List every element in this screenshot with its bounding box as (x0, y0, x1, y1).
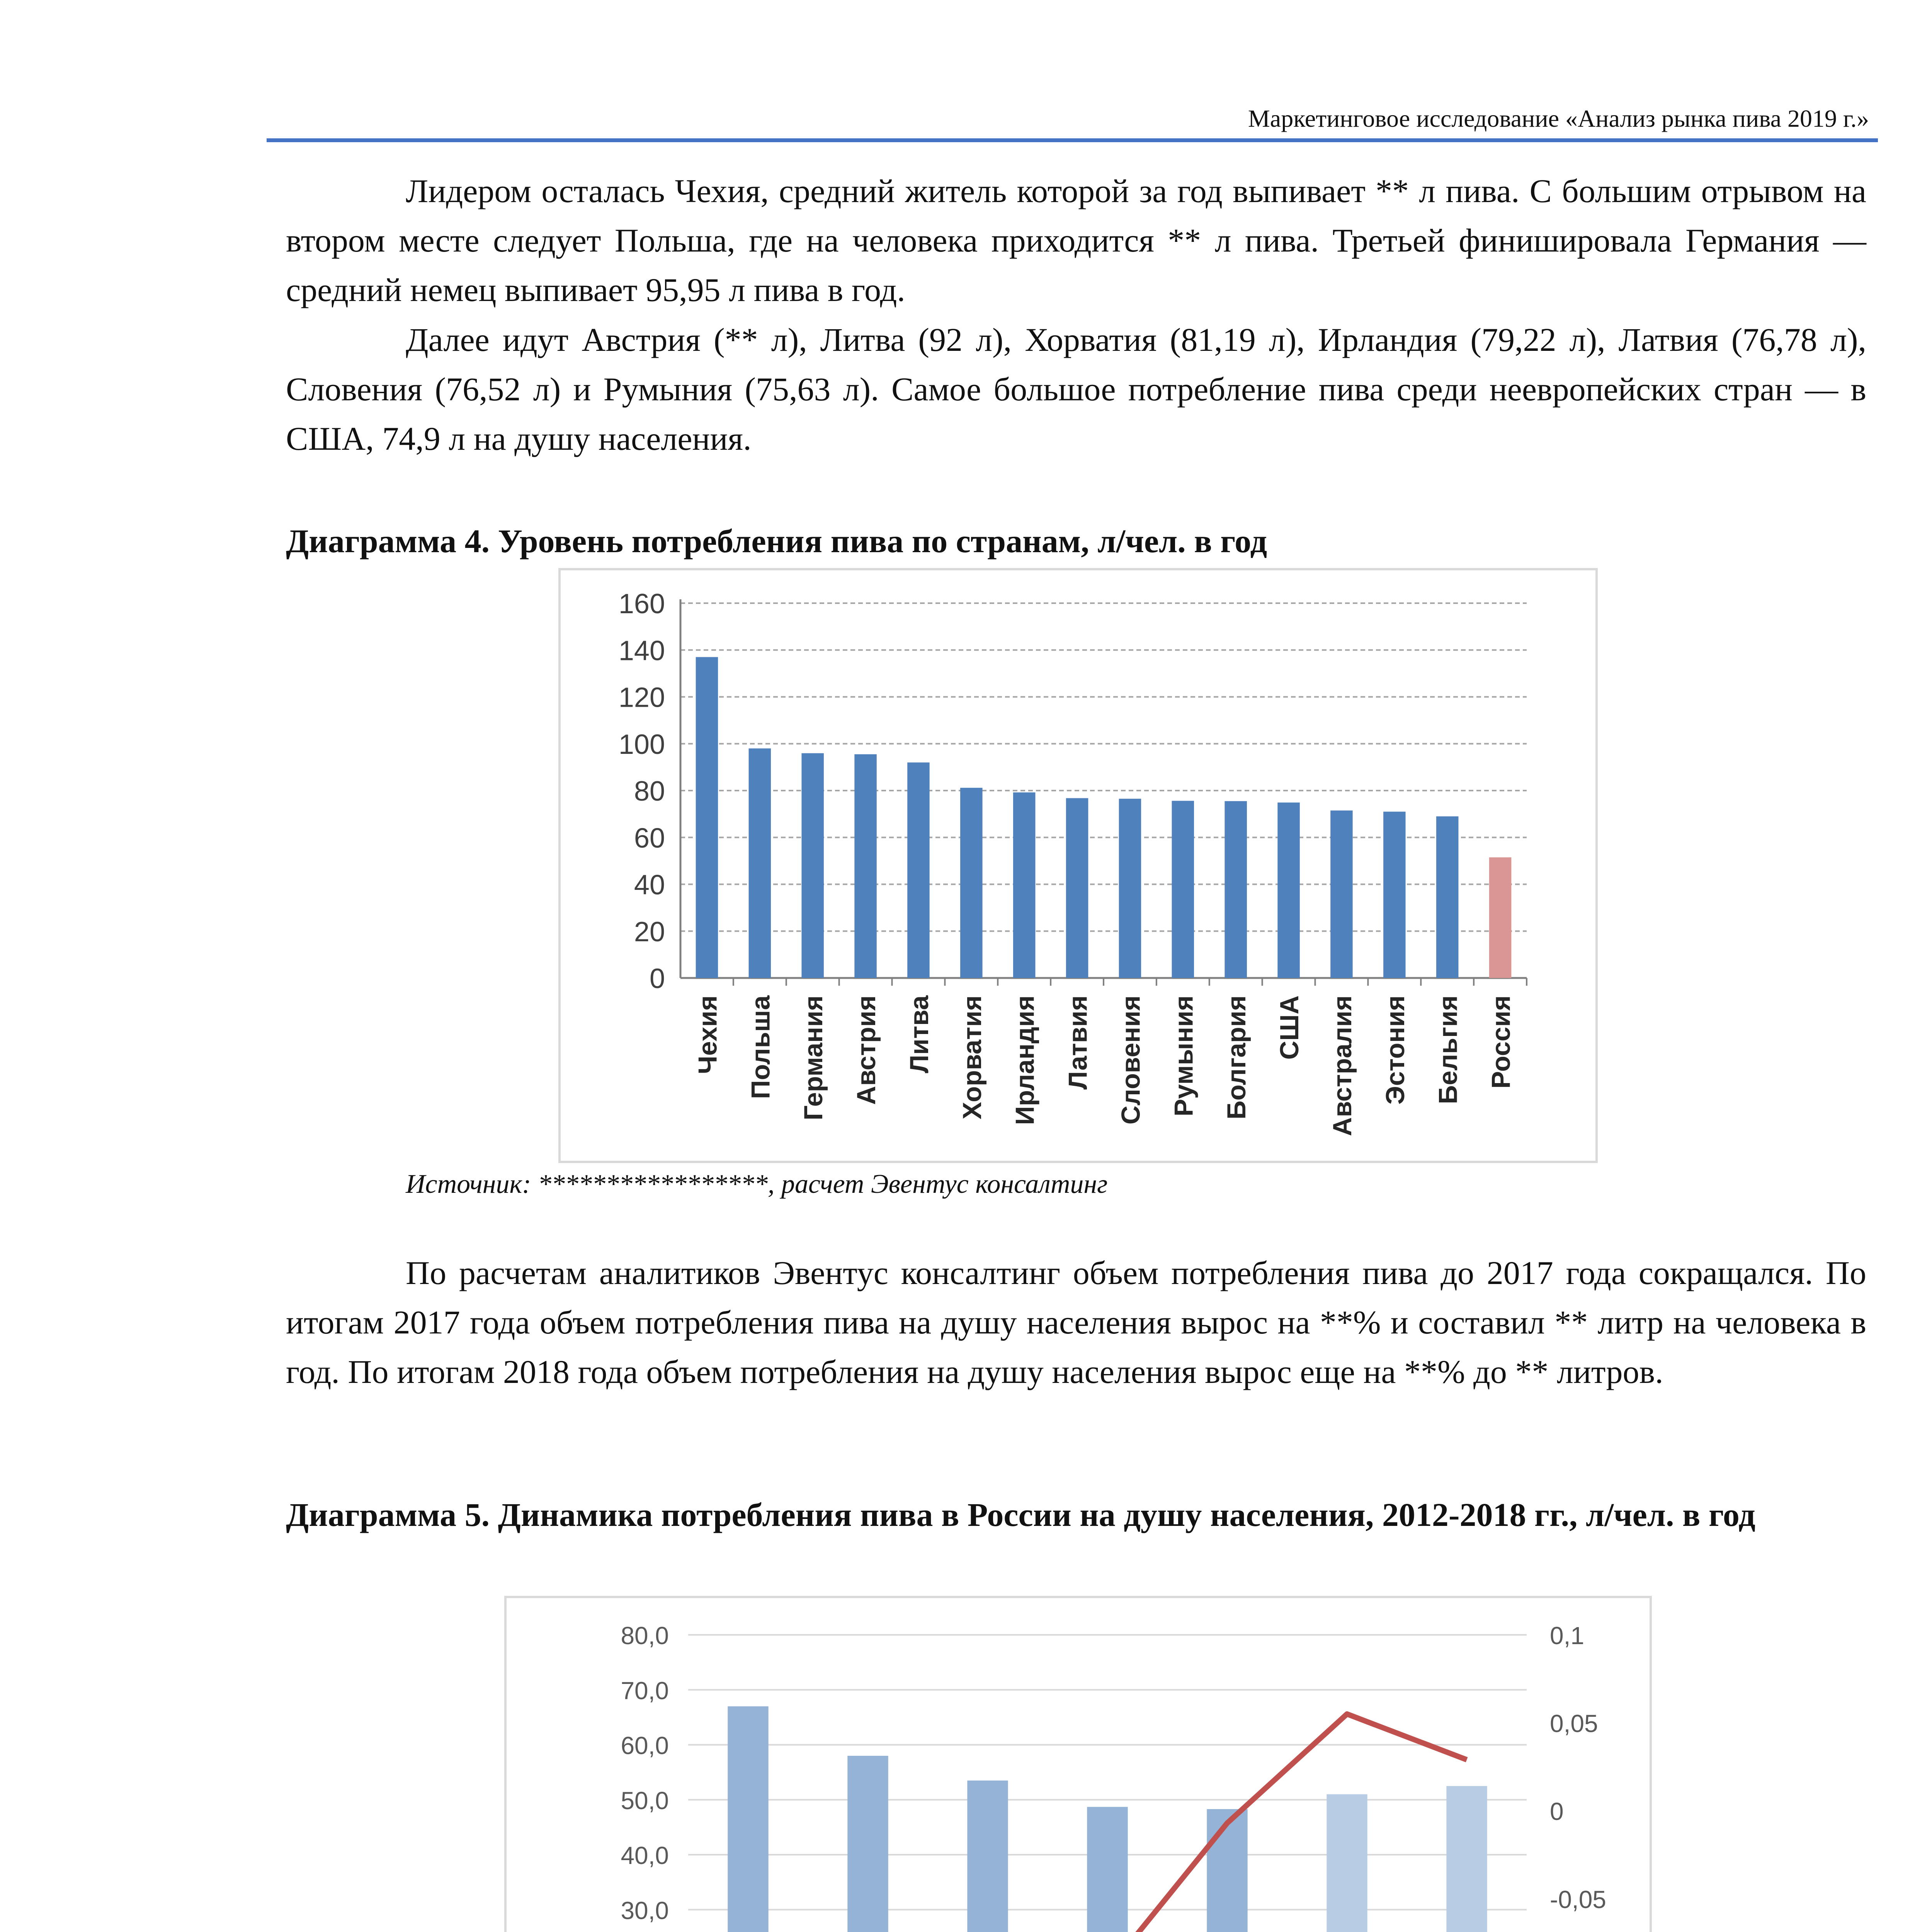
x-category-label: Хорватия (957, 995, 987, 1120)
y-tick-label: 30,0 (621, 1896, 669, 1925)
y2-tick-label: 0,1 (1550, 1622, 1584, 1650)
diagram-4-source: Источник: *****************, расчет Эвентус консалтинг (406, 1169, 1108, 1199)
bar (801, 753, 823, 978)
bar (1327, 1794, 1367, 1932)
bar (1119, 799, 1141, 978)
y-tick-label: 20 (634, 916, 665, 947)
y2-tick-label: 0 (1550, 1798, 1564, 1826)
paragraph-2: Далее идут Австрия (** л), Литва (92 л), Хорватия (81,19 л), Ирландия (79,22 л), Латвия (76,78 л), Словения (76,52 л) и Румыния (75,63 л). Самое большое потребление пива среди неевропейских стран — в США, 74,9 л на душу населения. (286, 321, 1866, 457)
y-tick-label: 50,0 (621, 1786, 669, 1815)
y-tick-label: 140 (618, 635, 665, 667)
y-tick-label: 70,0 (621, 1677, 669, 1705)
y2-tick-label: -0,05 (1550, 1885, 1606, 1913)
growth-rate-line (868, 1714, 1467, 1932)
x-category-label: США (1275, 995, 1304, 1060)
paragraph-3: По расчетам аналитиков Эвентус консалтинг объем потребления пива до 2017 года сокращался. По итогам 2017 года объем потребления пива на душу населения вырос на **% и составил ** литр на человека в год. По итогам 2018 года объем потребления на душу населения вырос еще на **% до ** литров. (286, 1254, 1866, 1390)
bar (907, 762, 929, 978)
x-category-label: Германия (799, 995, 828, 1121)
bar (960, 788, 982, 978)
bar (749, 748, 771, 978)
y-tick-label: 120 (618, 682, 665, 713)
y-tick-label: 40 (634, 869, 665, 901)
x-category-label: Ирландия (1010, 995, 1040, 1125)
bar (1330, 811, 1352, 978)
y-tick-label: 60 (634, 823, 665, 854)
y-tick-label: 100 (618, 729, 665, 760)
y-tick-label: 80,0 (621, 1622, 669, 1650)
paragraph-1: Лидером осталась Чехия, средний житель которой за год выпивает ** л пива. С большим отрывом на втором месте следует Польша, где на человека приходится ** л пива. Третьей финишировала Германия — средний немец выпивает 95,95 л пива в год. (286, 172, 1866, 308)
x-category-label: Австрия (852, 995, 881, 1105)
x-category-label: Россия (1486, 995, 1516, 1089)
bar (1066, 798, 1088, 978)
bar (1172, 801, 1194, 978)
header-rule (267, 138, 1878, 142)
x-category-label: Эстония (1380, 995, 1410, 1105)
bar (967, 1781, 1008, 1932)
diagram-5-caption: Диаграмма 5. Динамика потребления пива в России на душу населения, 2012-2018 гг., л/чел. в год (286, 1496, 1755, 1533)
bar (1207, 1809, 1247, 1932)
y-tick-label: 0 (649, 963, 665, 994)
y-tick-label: 160 (618, 588, 665, 619)
running-header: Маркетинговое исследование «Анализ рынка пива 2019 г.» (1248, 105, 1869, 132)
chart-2-frame (504, 1596, 1652, 1932)
y2-tick-label: 0,05 (1550, 1709, 1598, 1738)
diagram-4-caption: Диаграмма 4. Уровень потребления пива по странам, л/чел. в год (286, 522, 1267, 560)
x-category-label: Австралия (1327, 995, 1357, 1136)
x-category-label: Румыния (1169, 995, 1199, 1117)
bar (1489, 857, 1511, 978)
x-category-label: Латвия (1063, 995, 1093, 1090)
bar (1277, 803, 1299, 978)
bar (1087, 1807, 1128, 1932)
russia-dynamics-chart (507, 1598, 1650, 1932)
bar (1446, 1786, 1487, 1932)
bar (1436, 816, 1458, 978)
bar (728, 1706, 768, 1932)
bar (847, 1756, 888, 1932)
chart-1-frame (558, 568, 1598, 1163)
bar (1383, 812, 1405, 978)
x-category-label: Болгария (1222, 995, 1252, 1120)
x-category-label: Литва (904, 995, 934, 1073)
y-tick-label: 80 (634, 776, 665, 807)
country-consumption-chart (561, 570, 1595, 1161)
x-category-label: Чехия (693, 995, 723, 1074)
x-category-label: Словения (1116, 995, 1146, 1125)
x-category-label: Бельгия (1433, 995, 1463, 1104)
y-tick-label: 60,0 (621, 1731, 669, 1760)
bar (1013, 793, 1035, 978)
bar (854, 754, 876, 978)
y-tick-label: 40,0 (621, 1842, 669, 1869)
bar (1225, 801, 1247, 978)
x-category-label: Польша (746, 995, 776, 1099)
bar (696, 657, 718, 978)
